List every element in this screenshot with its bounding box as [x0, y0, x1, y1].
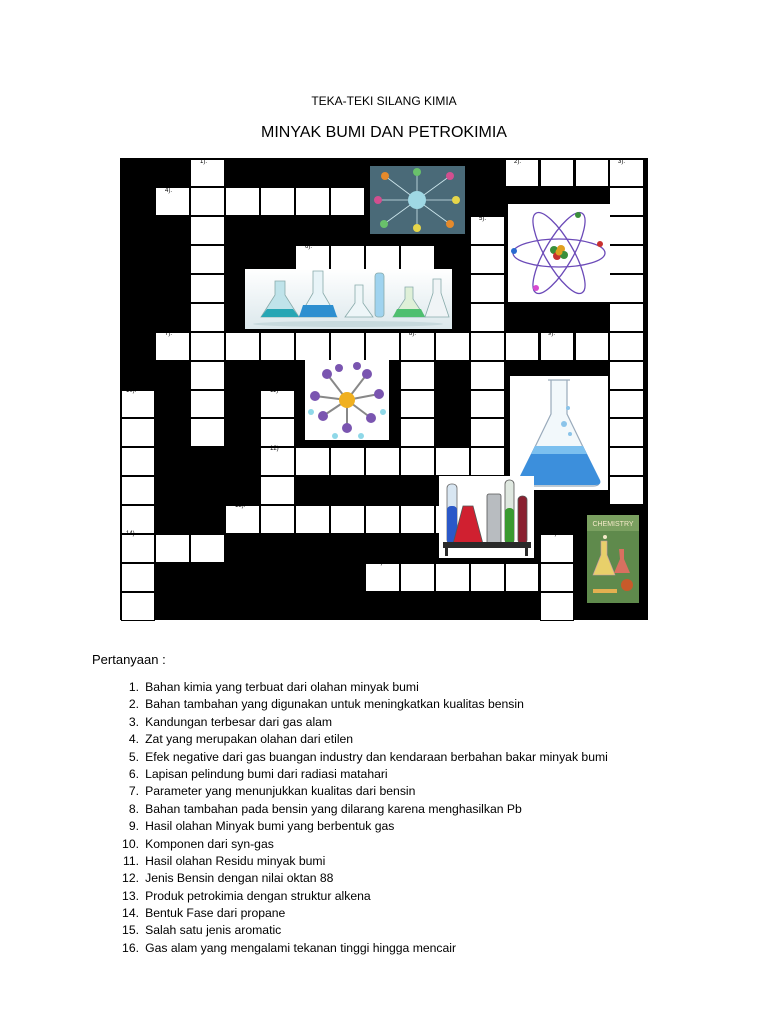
- grid-cell[interactable]: [190, 245, 225, 274]
- grid-cell[interactable]: [540, 563, 575, 592]
- question-item: [114, 801, 608, 818]
- grid-cell[interactable]: [470, 332, 505, 361]
- grid-cell[interactable]: [260, 418, 295, 447]
- grid-cell[interactable]: [365, 332, 400, 361]
- grid-cell[interactable]: [190, 303, 225, 332]
- question-number: 4.: [128, 732, 139, 747]
- question-item: [114, 870, 608, 887]
- grid-cell[interactable]: [190, 534, 225, 563]
- puzzle-title: TEKA-TEKI SILANG KIMIA: [311, 94, 457, 108]
- question-number: 13.: [122, 888, 139, 903]
- grid-cell[interactable]: [609, 303, 644, 332]
- clue-number: 11): [270, 388, 279, 394]
- question-number: 16.: [122, 940, 139, 955]
- grid-cell[interactable]: [505, 563, 540, 592]
- clue-number: 1).: [200, 159, 208, 165]
- question-text: Bahan kimia yang terbuat dari olahan minyak bumi: [145, 680, 419, 694]
- chemistry-book-image: [587, 515, 639, 603]
- grid-cell[interactable]: [400, 563, 435, 592]
- question-text: Bahan tambahan yang digunakan untuk meningkatkan kualitas bensin: [145, 697, 524, 712]
- question-text: Bentuk Fase dari propane: [145, 906, 286, 921]
- grid-cell[interactable]: [435, 332, 470, 361]
- question-number: 7.: [128, 784, 139, 799]
- grid-cell[interactable]: [365, 447, 400, 476]
- grid-cell[interactable]: [609, 274, 644, 303]
- clue-number: 14).: [126, 531, 137, 537]
- question-number: 2.: [128, 697, 139, 712]
- grid-cell[interactable]: [295, 505, 330, 534]
- question-text: Parameter yang menunjukkan kualitas dari bensin: [145, 784, 416, 799]
- question-number: 10.: [122, 836, 139, 851]
- clue-number: 16).: [374, 560, 385, 566]
- question-number: 12.: [122, 871, 139, 886]
- grid-cell[interactable]: [470, 303, 505, 332]
- grid-cell[interactable]: [505, 332, 540, 361]
- clue-number: 12): [270, 446, 279, 452]
- question-number: 15.: [122, 923, 139, 938]
- grid-cell[interactable]: [609, 216, 644, 245]
- grid-cell[interactable]: [121, 592, 156, 621]
- grid-cell[interactable]: [121, 505, 156, 534]
- grid-cell[interactable]: [190, 418, 225, 447]
- question-text: Zat yang merupakan olahan dari etilen: [145, 732, 354, 747]
- grid-cell[interactable]: [190, 332, 225, 361]
- grid-cell[interactable]: [400, 505, 435, 534]
- grid-cell[interactable]: [260, 505, 295, 534]
- question-text: Hasil olahan Minyak bumi yang berbentuk gas: [145, 819, 395, 834]
- grid-cell[interactable]: [121, 476, 156, 505]
- question-text: Gas alam yang mengalami tekanan tinggi hingga mencair: [145, 940, 457, 955]
- glassware-image: [245, 269, 452, 329]
- grid-cell[interactable]: [540, 159, 575, 188]
- question-item: [114, 783, 608, 800]
- question-item: [114, 905, 608, 922]
- grid-cell[interactable]: [225, 187, 260, 216]
- question-text: Salah satu jenis aromatic: [145, 923, 282, 938]
- question-item: [114, 731, 608, 748]
- grid-cell[interactable]: [470, 274, 505, 303]
- question-item: [114, 836, 608, 853]
- question-text: Bahan tambahan pada bensin yang dilarang karena menghasilkan Pb: [145, 801, 522, 816]
- grid-cell[interactable]: [260, 476, 295, 505]
- question-number: 8.: [128, 801, 139, 816]
- grid-cell[interactable]: [121, 534, 156, 563]
- grid-cell[interactable]: [609, 447, 644, 476]
- grid-cell[interactable]: [470, 418, 505, 447]
- grid-cell[interactable]: [609, 418, 644, 447]
- grid-cell[interactable]: [225, 332, 260, 361]
- grid-cell[interactable]: [190, 390, 225, 419]
- molecule-image: [305, 360, 389, 440]
- grid-cell[interactable]: [365, 505, 400, 534]
- grid-cell[interactable]: [155, 332, 190, 361]
- grid-cell[interactable]: [470, 563, 505, 592]
- grid-cell[interactable]: [400, 332, 435, 361]
- grid-cell[interactable]: [190, 187, 225, 216]
- grid-cell[interactable]: [365, 563, 400, 592]
- clue-number: 8).: [409, 331, 417, 337]
- grid-cell[interactable]: [470, 447, 505, 476]
- grid-cell[interactable]: [155, 187, 190, 216]
- question-number: 1.: [128, 680, 139, 694]
- question-item: [114, 696, 608, 713]
- grid-cell[interactable]: [540, 534, 575, 563]
- question-number: 11.: [122, 853, 139, 868]
- grid-cell[interactable]: [609, 332, 644, 361]
- grid-cell[interactable]: [190, 361, 225, 390]
- question-item: [114, 922, 608, 939]
- questions-list: [114, 679, 608, 957]
- question-text: Komponen dari syn-gas: [145, 836, 274, 851]
- grid-cell[interactable]: [609, 245, 644, 274]
- grid-cell[interactable]: [121, 418, 156, 447]
- clue-number: 10).: [126, 388, 137, 394]
- puzzle-subtitle: MINYAK BUMI DAN PETROKIMIA: [261, 124, 507, 141]
- questions-heading: Pertanyaan :: [92, 652, 166, 667]
- grid-cell[interactable]: [190, 274, 225, 303]
- grid-cell[interactable]: [295, 332, 330, 361]
- clue-number: 9).: [548, 331, 556, 337]
- grid-cell[interactable]: [470, 361, 505, 390]
- question-item: [114, 766, 608, 783]
- test-tubes-image: [439, 476, 534, 558]
- question-item: [114, 940, 608, 957]
- clue-number: 7).: [165, 331, 173, 337]
- grid-cell[interactable]: [470, 216, 505, 245]
- clue-number: 13).: [235, 503, 246, 509]
- question-text: Lapisan pelindung bumi dari radiasi matahari: [145, 766, 388, 781]
- grid-cell[interactable]: [155, 534, 190, 563]
- question-text: Kandungan terbesar dari gas alam: [145, 714, 333, 729]
- grid-cell[interactable]: [470, 245, 505, 274]
- clue-number: 6).: [305, 244, 313, 250]
- question-item: [114, 714, 608, 731]
- question-item: [114, 818, 608, 835]
- grid-cell[interactable]: [121, 563, 156, 592]
- grid-cell[interactable]: [190, 159, 225, 188]
- grid-cell[interactable]: [609, 390, 644, 419]
- clue-number: 15): [548, 531, 557, 537]
- question-number: 5.: [128, 749, 139, 764]
- question-number: 9.: [128, 819, 139, 834]
- grid-cell[interactable]: [400, 361, 435, 390]
- clue-number: 4).: [165, 188, 173, 194]
- grid-cell[interactable]: [609, 187, 644, 216]
- clue-number: 5).: [479, 216, 487, 222]
- atom-image: [508, 204, 610, 302]
- question-item: [114, 749, 608, 766]
- grid-cell[interactable]: [260, 187, 295, 216]
- grid-cell[interactable]: [330, 447, 365, 476]
- grid-cell[interactable]: [295, 447, 330, 476]
- grid-cell[interactable]: [505, 159, 540, 188]
- grid-cell[interactable]: [540, 332, 575, 361]
- question-item: [114, 679, 608, 696]
- grid-cell[interactable]: [470, 390, 505, 419]
- grid-cell[interactable]: [190, 216, 225, 245]
- grid-cell[interactable]: [435, 563, 470, 592]
- grid-cell[interactable]: [609, 361, 644, 390]
- question-number: 3.: [128, 714, 139, 729]
- crossword-grid: [120, 158, 648, 620]
- grid-cell[interactable]: [121, 447, 156, 476]
- grid-cell[interactable]: [400, 418, 435, 447]
- book-title-text: CHEMISTRY: [592, 521, 634, 528]
- network-diagram-image: [370, 166, 465, 234]
- grid-cell[interactable]: [609, 159, 644, 188]
- clue-number: 2).: [514, 159, 522, 165]
- grid-cell[interactable]: [295, 187, 330, 216]
- grid-cell[interactable]: [609, 476, 644, 505]
- question-text: Produk petrokimia dengan struktur alkena: [145, 888, 371, 903]
- grid-cell[interactable]: [400, 447, 435, 476]
- grid-cell[interactable]: [435, 447, 470, 476]
- grid-cell[interactable]: [575, 159, 610, 188]
- question-item: [114, 888, 608, 905]
- grid-cell[interactable]: [260, 332, 295, 361]
- question-number: 14.: [122, 906, 139, 921]
- question-item: [114, 853, 608, 870]
- grid-cell[interactable]: [330, 332, 365, 361]
- clue-number: 3).: [618, 159, 626, 165]
- question-text: Efek negative dari gas buangan industry dan kendaraan berbahan bakar minyak bumi: [145, 749, 608, 764]
- grid-cell[interactable]: [540, 592, 575, 621]
- grid-cell[interactable]: [400, 390, 435, 419]
- grid-cell[interactable]: [330, 187, 365, 216]
- question-text: Hasil olahan Residu minyak bumi: [145, 853, 326, 868]
- question-text: Jenis Bensin dengan nilai oktan 88: [145, 871, 334, 886]
- flask-image: [510, 376, 608, 490]
- question-number: 6.: [128, 766, 139, 781]
- grid-cell[interactable]: [575, 332, 610, 361]
- grid-cell[interactable]: [330, 505, 365, 534]
